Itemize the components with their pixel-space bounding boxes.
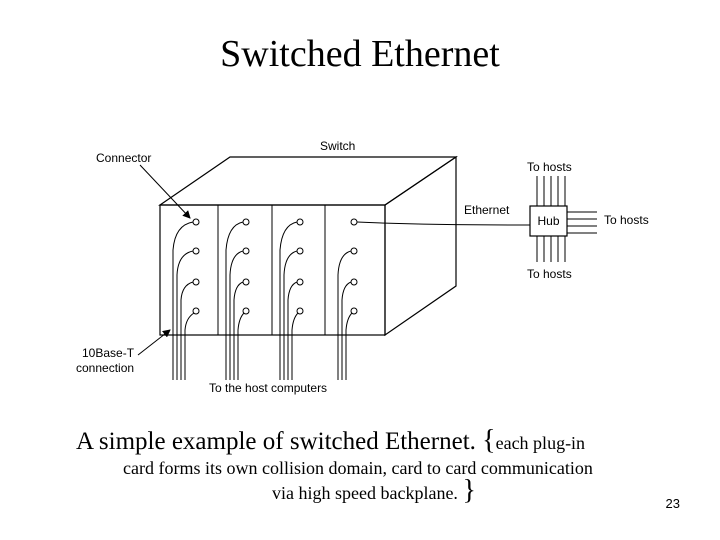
cable <box>173 222 193 380</box>
page-number: 23 <box>665 496 680 511</box>
base-t-pointer-arrow <box>138 330 170 355</box>
cable <box>181 282 193 380</box>
host-computers-label: To the host computers <box>209 381 328 395</box>
base-t-label-line1: 10Base-T <box>82 346 135 360</box>
to-hosts-bottom-label: To hosts <box>527 267 572 281</box>
hub <box>530 176 597 262</box>
to-hosts-right-label: To hosts <box>604 213 649 227</box>
caption-line-2: card forms its own collision domain, card to card communication <box>123 458 593 478</box>
caption-small-text: each plug-in <box>495 433 586 453</box>
connector-port <box>351 248 357 254</box>
connector-port <box>193 219 199 225</box>
connector-port <box>297 279 303 285</box>
pointer-arrows <box>138 165 190 355</box>
cable <box>238 313 244 380</box>
plug-in-card-3 <box>280 219 303 380</box>
to-hosts-top-label: To hosts <box>527 160 572 174</box>
cable <box>292 313 298 380</box>
hub-top-wires <box>537 176 565 206</box>
cable <box>230 251 243 380</box>
plug-in-card-2 <box>226 219 249 380</box>
plug-in-card-1 <box>173 219 199 380</box>
cable <box>284 251 297 380</box>
switch-label: Switch <box>320 139 356 153</box>
connector-port <box>243 248 249 254</box>
caption-main-text: A simple example of switched Ethernet. <box>76 428 476 455</box>
connector-port <box>351 279 357 285</box>
ethernet-label: Ethernet <box>464 203 510 217</box>
caption-open-brace: { <box>482 425 496 456</box>
connector-port <box>297 219 303 225</box>
cable <box>346 313 352 380</box>
cable <box>338 251 351 380</box>
connector-port <box>351 219 357 225</box>
connector-port <box>193 279 199 285</box>
caption-close-brace: } <box>462 475 476 506</box>
connector-port <box>193 248 199 254</box>
ethernet-cable <box>357 222 530 225</box>
cable <box>185 313 194 380</box>
switch-side-face <box>385 157 456 335</box>
connector-pointer-arrow <box>140 165 190 218</box>
caption-line-3-text: via high speed backplane. <box>272 483 458 503</box>
connector-port <box>243 279 249 285</box>
switch-top-face <box>160 157 456 205</box>
hub-bottom-wires <box>537 236 565 262</box>
connector-port <box>243 219 249 225</box>
connector-port <box>297 248 303 254</box>
hub-right-wires <box>567 212 597 233</box>
switch-box <box>160 157 456 335</box>
caption-line-1 <box>76 426 585 458</box>
base-t-label-line2: connection <box>76 361 135 375</box>
connector-label: Connector <box>96 151 152 165</box>
hub-label: Hub <box>537 214 560 228</box>
plug-in-card-4 <box>338 219 357 380</box>
ethernet-link <box>357 222 530 225</box>
slide-title: Switched Ethernet <box>220 33 500 75</box>
caption-line-3 <box>272 475 476 506</box>
